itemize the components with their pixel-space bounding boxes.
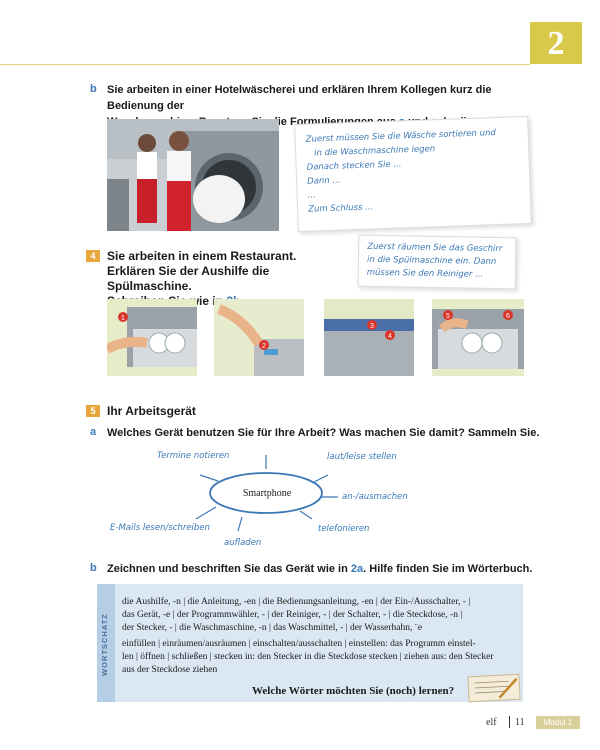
footer-divider xyxy=(509,716,510,728)
mindmap-item-telefonieren: telefonieren xyxy=(318,524,370,534)
page-number: 11 xyxy=(515,717,525,728)
page-word: elf xyxy=(486,717,497,728)
svg-text:2: 2 xyxy=(262,343,266,350)
wortschatz-verbs: einfüllen | einräumen/ausräumen | einschalten/ausschalten | einstellen: das Programm einstel- len | öffnen | schließen | stecken in: den Stecker in die Steckdose stecken | ziehen aus: den Stecker aus der Steckdose ziehen xyxy=(122,639,494,675)
mindmap-item-termine: Termine notieren xyxy=(157,451,230,461)
svg-text:4: 4 xyxy=(388,333,392,340)
task-b-label: b xyxy=(90,83,97,95)
task-b2-instruction: Zeichnen und beschriften Sie das Gerät wie in 2a. Hilfe finden Sie im Wörterbuch. xyxy=(107,563,533,575)
task-b2-label: b xyxy=(90,562,97,574)
wortschatz-nouns: die Aushilfe, -n | die Anleitung, -en | die Bedienungsanleitung, -en | der Ein-/Ausschalter, - | das Gerät, -e | der Programmwähler, - | der Reiniger, - | der Schalter, - | die Steckdose, -n | der Stecker, - | die Waschmaschine, -n | das Waschmittel, - | der Wasserhahn, ¨e xyxy=(122,597,471,633)
task-a-instruction: Welches Gerät benutzen Sie für Ihre Arbeit? Was machen Sie damit? Sammeln Sie. xyxy=(107,427,540,439)
laundry-photo xyxy=(107,119,279,231)
svg-text:6: 6 xyxy=(506,313,510,320)
notebook-pencil-icon xyxy=(467,674,520,703)
task-a-label: a xyxy=(90,426,97,438)
task-b-line1: Sie arbeiten in einer Hotelwäscherei und erklären Ihrem Kollegen kurz die Bedienung der xyxy=(107,84,492,112)
dishwasher-illustration-4 xyxy=(432,299,524,376)
exercise-number-5: 5 xyxy=(86,405,100,417)
mindmap-center: Smartphone xyxy=(242,488,292,499)
wortschatz-label: WORTSCHATZ xyxy=(100,613,109,677)
chapter-number-badge: 2 xyxy=(530,22,582,64)
note-spuelmaschine: Zuerst räumen Sie das Geschirr in die Spülmaschine ein. Dann müssen Sie den Reiniger ... xyxy=(358,235,517,290)
svg-text:5: 5 xyxy=(446,313,450,320)
mindmap-item-emails: E-Mails lesen/schreiben xyxy=(110,523,210,533)
mindmap-item-an-aus: an-/ausmachen xyxy=(342,492,408,502)
header-rule xyxy=(0,64,530,65)
mindmap-item-aufladen: aufladen xyxy=(224,538,262,548)
exercise-number-4: 4 xyxy=(86,250,100,262)
dishwasher-illustration-1 xyxy=(107,299,197,376)
module-badge: Modul 1 xyxy=(536,716,580,729)
exercise-5-title: Ihr Arbeitsgerät xyxy=(107,404,196,418)
dishwasher-illustration-3 xyxy=(324,299,414,376)
svg-text:3: 3 xyxy=(370,323,374,330)
dishwasher-illustration-2 xyxy=(214,299,304,376)
note-waschmaschine: Zuerst müssen Sie die Wäsche sortieren und in die Waschmaschine legen Danach stecken Sie ... Dann ... ... Zum Schluss ... xyxy=(294,116,532,232)
wortschatz-question: Welche Wörter möchten Sie (noch) lernen? xyxy=(252,685,455,697)
svg-text:1: 1 xyxy=(121,315,125,322)
mindmap-item-laut-leise: laut/leise stellen xyxy=(327,452,397,462)
exercise-4-instruction: Sie arbeiten in einem Restaurant. Erklären Sie der Aushilfe die Spülmaschine. wie xyxy=(107,249,297,308)
